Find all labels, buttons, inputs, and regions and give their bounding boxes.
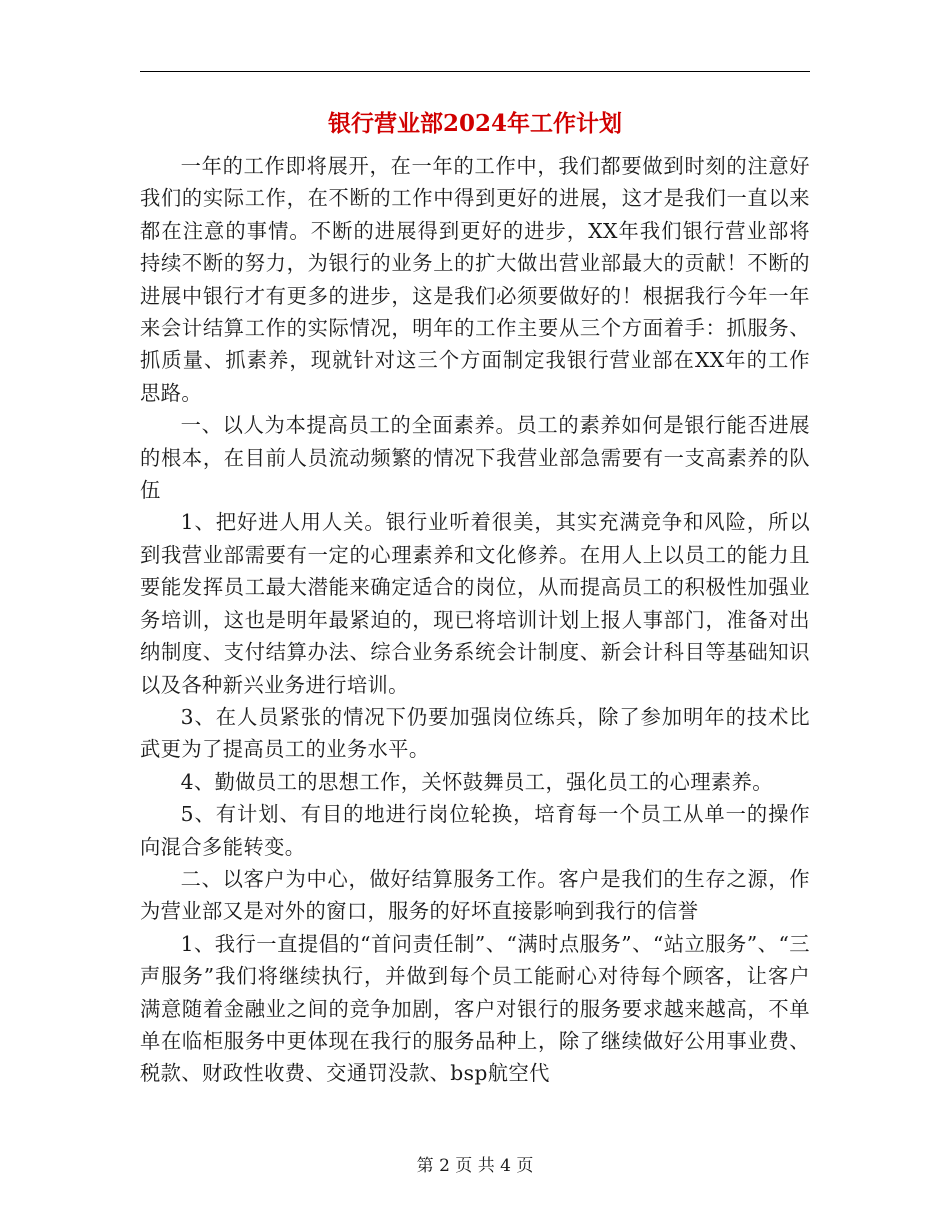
paragraph-item-1-4: 4、勤做员工的思想工作，关怀鼓舞员工，强化员工的心理素养。 [180, 769, 773, 794]
paragraph-section-2: 二、以客户为中心，做好结算服务工作。客户是我们的生存之源，作为营业部又是对外的窗口，服务的好坏直接影响到我行的信誉 [140, 866, 810, 924]
paragraph-item-1-3: 3、在人员紧张的情况下仍要加强岗位练兵，除了参加明年的技术比武更为了提高员工的业务水平。 [140, 704, 810, 762]
paragraph-intro: 一年的工作即将展开，在一年的工作中，我们都要做到时刻的注意好我们的实际工作，在不断的工作中得到更好的进展，这才是我们一直以来都在注意的事情。不断的进展得到更好的进步，XX年我们银行营业部将持续不断的努力，为银行的业务上的扩大做出营业部最大的贡献！不断的进展中银行才有更多的进步，这是我们必须要做好的！根据我行今年一年来会计结算工作的实际情况，明年的工作主要从三个方面着手：抓服务、抓质量、抓素养，现就针对这三个方面制定我银行营业部在XX年的工作思路。 [140, 154, 810, 405]
document-title: 银行营业部2024年工作计划 [327, 110, 622, 137]
paragraph-item-1-5: 5、有计划、有目的地进行岗位轮换，培育每一个员工从单一的操作向混合多能转变。 [140, 802, 810, 859]
paragraph-item-2-1: 1、我行一直提倡的“首问责任制”、“满时点服务”、“站立服务”、“三声服务”我们将继续执行，并做到每个员工能耐心对待每个顾客，让客户满意随着金融业之间的竞争加剧，客户对银行的服务要求越来越高，不单单在临柜服务中更体现在我行的服务品种上，除了继续做好公用事业费、税款、财政性收费、交通罚没款、bsp航空代 [140, 931, 810, 1086]
paragraph-section-1: 一、以人为本提高员工的全面素养。员工的素养如何是银行能否进展的根本，在目前人员流动频繁的情况下我营业部急需要有一支高素养的队伍 [140, 413, 810, 503]
header-rule [140, 71, 810, 72]
document-body [140, 150, 810, 1090]
paragraph-item-1-1: 1、把好进人用人关。银行业听着很美，其实充满竞争和风险，所以到我营业部需要有一定的心理素养和文化修养。在用人上以员工的能力且要能发挥员工最大潜能来确定适合的岗位，从而提高员工的积极性加强业务培训，这也是明年最紧迫的，现已将培训计划上报人事部门，准备对出纳制度、支付结算办法、综合业务系统会计制度、新会计科目等基础知识以及各种新兴业务进行培训。 [140, 510, 810, 697]
page-footer: 第 2 页 共 4 页 [416, 1156, 534, 1176]
